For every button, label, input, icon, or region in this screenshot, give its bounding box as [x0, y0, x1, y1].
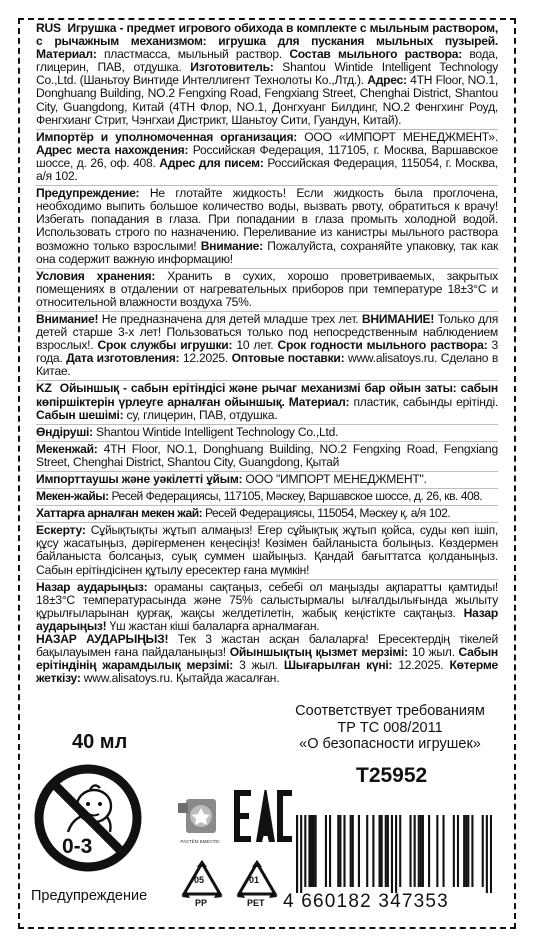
- barcode-bar: [471, 815, 473, 887]
- barcode-bar: [409, 815, 411, 887]
- barcode-bar: [366, 815, 368, 887]
- kz-warning: Ескерту: Сұйықтықты жұтып алмаңыз! Егер сұйықтық жұтып қойса, суды көп ішіп, құсу жасатыңыз, дәрігерменен кеңесіңіз! Көзімен байланыста болыңыз. Көздермен байланыста болсаңыз, суық суммен шайыңыз. Қандай бағыттатса қолданыңыз. Сабын ерітіндісінен құтылу ересектер ғана мүмкін!: [36, 523, 498, 577]
- barcode-bar: [350, 815, 352, 887]
- barcode-bar: [379, 815, 381, 887]
- barcode-bar: [482, 815, 484, 887]
- barcode-bar: [414, 815, 416, 887]
- barcode-bar: [467, 815, 469, 887]
- barcode-bar: [339, 815, 341, 887]
- barcode-bar: [325, 815, 327, 887]
- barcode-bar: [422, 815, 424, 887]
- rastem-text: РАСТЁМ ВМЕСТЕ!: [180, 839, 220, 844]
- warning-caption: Предупреждение: [31, 888, 148, 904]
- kz-mail-address: Хаттарға арналған мекен жай: Ресей Федерациясы, 115054, Мәскеу қ. а/я 102.: [36, 506, 451, 521]
- recycle-pet-icon: 01 PET: [232, 858, 282, 913]
- age-range: 0-3: [62, 835, 93, 858]
- barcode-bar: [304, 815, 306, 887]
- rus-warning: Предупреждение: Не глотайте жидкость! Если жидкость была проглочена, необходимо выпить большое количество воды, вызвать рвоту, обратиться к врачу! Избегать попадания в глаза. При попадании в глаза промыть холодной водой. Использовать строго по назначению. Переливание из канистры мыльного раствора возможно только взрослыми! Внимание: Пожалуйста, сохраняйте упаковку, так как она содержит важную информацию!: [36, 186, 498, 266]
- barcode-bar: [385, 815, 387, 887]
- kz-address: Мекенжай: 4TH Floor, NO.1, Donghuang Building, NO.2 Fengxing Road, Fengxiang Street, Chenghai District, Shantou City, Guangdong, Қытай: [36, 441, 498, 469]
- kz-importer: Импорттаушы және уәкілетті ұйым: ООО "ИМПОРТ МЕНЕДЖМЕНТ".: [36, 472, 427, 486]
- barcode-bar: [300, 815, 302, 893]
- rus-intro: RUS Игрушка - предмет игрового обихода в комплекте с мыльным раствором, с рычажным механизмом: игрушка для пускания мыльных пузырей. Материал: пластмасса, мыльный раствор. Состав мыльного раствора: вода, глицерин, ПАВ, отдушка. Изготовитель: Shantou Wintide Intelligent Technology Co.,Ltd. (Шаньтоу Винтиде Интеллигент Технолоты Ко.,Лтд.). Адрес: 4TH Floor, NO.1, Donghuang Building, NO.2 Fengxing Road, Fengxiang Street, Chenghai District, Shantou City, Guangdong, Китай (4TH Флор, NO.1, Донгхуанг Билдинг, NO.2 Фенгхинг Роуд, Фенгхианг Стрит, Чэнгхаи Дистрикт, Шаньтоу Сити, Гуандун, Китай).: [36, 21, 498, 127]
- label-text: [36, 22, 498, 685]
- recycle-pp-icon: 05 PP: [177, 858, 227, 913]
- barcode-bar: [453, 815, 455, 887]
- barcode-bar: [399, 815, 401, 887]
- barcode-bar: [465, 815, 467, 887]
- barcode-digits: 4 660182 347353: [283, 891, 449, 912]
- kz-manufacturer: Өндіруші: Shantou Wintide Intelligent Technology Co.,Ltd.: [36, 424, 339, 439]
- barcode-bar: [391, 815, 393, 893]
- barcode-bar: [313, 815, 315, 887]
- rus-importer: Импортёр и уполномоченная организация: ООО «ИМПОРТ МЕНЕДЖМЕНТ». Адрес места нахождения: Российская Федерация, 117105, г. Москва, Варшавское шоссе, д. 26, оф. 408. Адрес для писем: Российская Федерация, 115054, г. Москва, а/я 102.: [36, 129, 498, 184]
- barcode-bar: [428, 815, 430, 887]
- kz-intro: KZ Ойыншық - сабын ерітіндісі және рычаг механизмі бар ойын заты: сабын көпіршіктерін үрлеуге арналған ойыншық. Материал: пластик, сабынды ерітінді. Сабын шешімі: су, глицерин, ПАВ, отдушка.: [36, 381, 498, 422]
- barcode-bar: [442, 815, 444, 887]
- barcode-bar: [343, 815, 345, 887]
- barcode-bar: [358, 815, 360, 887]
- barcode-bar: [418, 815, 420, 887]
- barcode-bar: [372, 815, 374, 887]
- barcode: [296, 815, 492, 893]
- barcode-bar: [420, 815, 422, 887]
- barcode-bar: [308, 815, 310, 887]
- barcode-bar: [395, 815, 397, 893]
- eac-text: EAC: [232, 788, 235, 789]
- barcode-bar: [490, 815, 492, 893]
- rus-storage: Условия хранения: Хранить в сухих, хорошо проветриваемых, закрытых помещениях в отдалении от нагревательных приборов при температуре 18±3°С и относительной влажности воздуха 75%.: [36, 268, 498, 309]
- barcode-bar: [329, 815, 331, 887]
- eac-mark: [232, 788, 294, 849]
- barcode-bar: [387, 815, 389, 887]
- product-code: T25952: [356, 764, 428, 787]
- volume-label: 40 мл: [72, 731, 128, 753]
- barcode-bar: [352, 815, 354, 887]
- age-warning-icon: [32, 762, 144, 879]
- conformity-statement: Соответствует требованиям ТР ТС 008/2011 «О безопасности игрушек»: [295, 703, 485, 752]
- rus-attention: Внимание! Не предназначена для детей младше трех лет. ВНИМАНИЕ! Только для детей старше 3-х лет! Пользоваться только под непосредственным наблюдением взрослых!. Срок службы игрушки: 10 лет. Срок годности мыльного раствора: 3 года. Дата изготовления: 12.2025. Оптовые поставки: www.alisatoys.ru. Сделано в Китае.: [36, 311, 499, 379]
- barcode-bar: [337, 815, 339, 887]
- kz-attention-2: НАЗАР АУДАРЫҢЫЗ! Тек 3 жастан асқан балаларға! Ересектердің тікелей бақылауымен ғана пайдаланыңыз! Ойыншықтың қызмет мерзімі: 10 жыл. Сабын ерітіндінің жарамдылық мерзімі: 3 жыл. Шығарылған күні: 12.2025. Көтерме жеткізу: www.alisatoys.ru. Қытайда жасалған.: [36, 632, 499, 686]
- rastem-vmeste-logo: [176, 795, 224, 852]
- barcode-bar: [463, 815, 465, 887]
- kz-importer-address: Мекен-жайы: Ресей Федерациясы, 117105, Мәскеу, Варшавское шоссе, д. 26, кв. 408.: [36, 489, 483, 504]
- barcode-bar: [486, 815, 488, 893]
- barcode-bar: [381, 815, 383, 887]
- barcode-bar: [310, 815, 312, 887]
- barcode-bar: [436, 815, 438, 887]
- barcode-bar: [296, 815, 298, 893]
- barcode-bar: [457, 815, 459, 887]
- kz-attention: Назар аударыңыз: ораманы сақтаңыз, себебі ол маңызды ақпаратты қамтиды! 18±3°С температурасында және 75% салыстырмалы ылғалдылығында жылыту құрылғыларынан қурғақ, жақсы желдетілетін, жабық кеңістікте сақтаңыз. Назар аударыңыз! Үш жастан кіші балаларға арналмаған.: [36, 579, 498, 633]
- barcode-bar: [315, 815, 317, 887]
